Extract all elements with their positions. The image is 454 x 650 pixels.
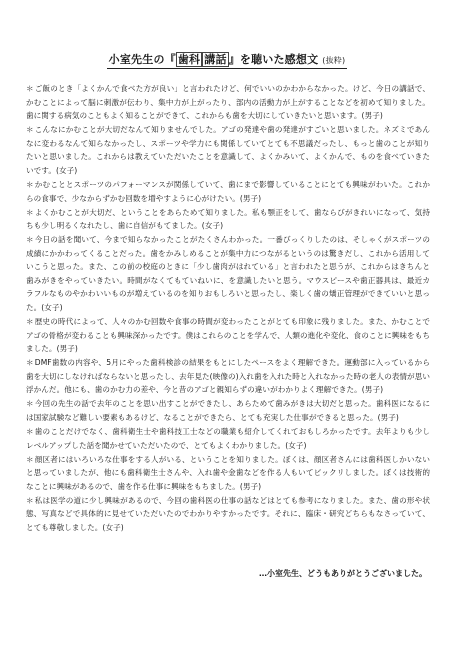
- closing-thanks: …小室先生、どうもありがとうございました。: [259, 569, 427, 578]
- impression-text: ご飯のとき「よくかんで食べた方が良い」と言われたけど、何でいいのかわからなかった。けど、今日の講話で、かむことによって脳に刺激が伝わり、集中力が上がったり、部内の活動力が上がすることなどを初めて知りました。歯に関する病気のこともよく知ることができて、これからも歯を大切にしていきたいと思います。(男子): [26, 84, 430, 121]
- title-highlight-2: 講話: [204, 53, 227, 66]
- impression-text: 歯のことだけでなく、歯科衛生士や歯科技工士などの職業も紹介してくれておもしろかったです。去年よりも少しレベルアップした話を聞かせていただいたので、とてもよくわかりました。(女子): [26, 426, 430, 450]
- impression-entry: [26, 494, 430, 535]
- impression-entry: [26, 178, 430, 205]
- bullet-icon: ＊: [26, 426, 34, 436]
- bullet-icon: ＊: [26, 495, 34, 505]
- impression-text: よくかむことが大切だ、ということをあらためて知りました。私も顎正をして、歯ならびがきれいになって、気持ちも少し明るくなれたし、歯に自信がもてました。(女子): [26, 207, 430, 231]
- title-note: (抜粋): [322, 56, 346, 65]
- impression-entry: [26, 315, 430, 356]
- impression-entry: [26, 123, 430, 177]
- impression-entry: [26, 233, 430, 315]
- bullet-icon: ＊: [26, 235, 34, 245]
- impression-text: かむこととスポーツのパフォーマンスが関係していて、歯にまで影響していることにとても興味がわいた。これからの食事で、少なからずかむ回数を増やすように心がけたい。(男子): [26, 179, 430, 203]
- impression-entry: [26, 206, 430, 233]
- impression-entry: [26, 425, 430, 452]
- impression-text: こんなにかむことが大切だなんて知りませんでした。アゴの発達や歯の発達がすごいと思いました。ネズミであんなに変わるなんて知らなかったし、スポーツや学力にも関係していてとても不思議だったし、もっと歯のことが知りたいと思いました。これからは教えていただいたことを意識して、よくかみいて、よくかんで、ものを食べていきたいです。(女子): [26, 125, 430, 175]
- bullet-icon: ＊: [26, 358, 34, 368]
- title-prefix: 小室先生の『: [108, 53, 176, 66]
- impression-text: 歴史の時代によって、人々のかむ回数や食事の時間が変わったことがとても印象に残りました。また、かむことでアゴの骨格が変わることも興味深かったです。僕はこれらのことを学んで、人類の進化や変化、食のことに興味をもちました。(男子): [26, 317, 430, 354]
- title-suffix: 』を聴いた感想文: [228, 53, 319, 66]
- impression-text: 顔区者にはいろいろな仕事をする人がいる、ということを知りました。ぼくは、顔区者さんには歯科医しかいないと思っていましたが、他にも歯科衛生士さんや、入れ歯や金歯などを作る人もいてビックリしました。ぼくは技術的なことに興味があるので、歯を作る仕事に興味をもちました。(男子): [26, 454, 430, 491]
- impression-entry: [26, 397, 430, 424]
- bullet-icon: ＊: [26, 84, 34, 93]
- title-highlight-1: 歯科: [177, 53, 201, 66]
- bullet-icon: ＊: [26, 454, 34, 464]
- bullet-icon: ＊: [26, 179, 34, 189]
- title-row: [0, 50, 454, 70]
- bullet-icon: ＊: [26, 125, 34, 135]
- bullet-icon: ＊: [26, 317, 34, 327]
- impression-entry: [26, 453, 430, 494]
- impression-entry: [26, 356, 430, 397]
- impression-text: 私は医学の道に少し興味があるので、今回の歯科医の仕事の話などはとても参考になりました。また、歯の形や状態、写真などで具体的に見せていただいたのでわかりやすかったです。それに、臨床・研究どちらもなさっていて、とても尊敬しました。(女子): [26, 495, 430, 532]
- impression-text: 今日の話を聞いて、今まで知らなかったことがたくさんわかった。一番びっくりしたのは、そしゃくがスポーツの成績にかかわってくることだった。歯をかみしめることが集中力につながるというのは驚きだし、これから活用していこうと思った。また、この前の校庭のときに「少し歯肉がはれている」と言われたと思うが、これからはきちんと歯みがきをやっていきたい。時間がなくてもていねいに、を意識したいと思う。マウスピースや歯正器具は、最近カラフルなものやかわいいものが増えているのを知りおもしろいと思ったし、楽しく歯の矯正管理ができていいと思った。(女子): [26, 235, 430, 313]
- impression-list: [26, 82, 430, 535]
- impression-text: 今回の先生の話で去年のことを思い出すことができたし、あらためて歯みがきは大切だと思った。歯科医になるには国家試験など難しい要素もあるけど、なることができたら、とても充実した仕事ができると思った。(男子): [26, 399, 430, 422]
- page-title: [107, 51, 348, 69]
- bullet-icon: ＊: [26, 207, 34, 217]
- impression-entry: [26, 82, 430, 123]
- bullet-icon: ＊: [26, 399, 34, 409]
- impression-text: DMF歯数の内容や、5月にやった歯科検診の結果をもとにしたペースをよく理解できた。運動部に入っているから歯を大切にしなければならないと思ったし、去年見た(映像の)入れ歯を入れた時と入れなかった時の老人の表情が思い浮かんだ。他にも、歯のかむ力の差や、今と昔のアゴと親知らずの違いがわかりよく理解できた。(男子): [26, 358, 430, 395]
